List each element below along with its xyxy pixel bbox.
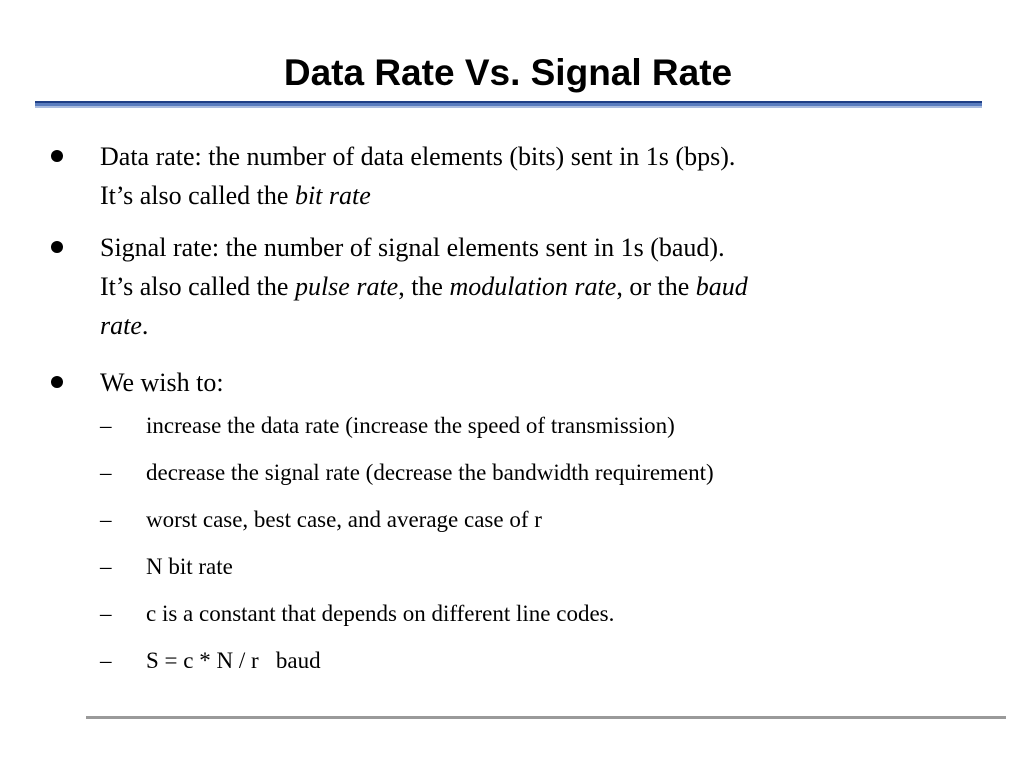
bullet-text-fragment: .: [141, 311, 149, 340]
bullet-text: [100, 228, 970, 345]
bullet-text-fragment: , or the: [616, 272, 696, 301]
sub-item-text: increase the data rate (increase the speed of transmission): [146, 413, 675, 438]
bullet-text-fragment: , the: [398, 272, 450, 301]
sub-item-dash: –: [100, 554, 112, 579]
bullet-text-fragment: It’s also called the: [100, 181, 295, 210]
footer-divider: [86, 716, 1006, 719]
bullet-dot: [51, 241, 63, 253]
sub-item-text: c is a constant that depends on different line codes.: [146, 601, 615, 626]
bullet-text: [100, 137, 970, 215]
bullet-italic-term: pulse rate: [294, 272, 399, 301]
bullet-line: [100, 176, 970, 215]
bullet-dot: [51, 376, 63, 388]
bullet-italic-term: rate: [100, 311, 142, 340]
slide-title: Data Rate Vs. Signal Rate: [283, 52, 733, 93]
bullet-line: We wish to:: [100, 368, 224, 397]
sub-item-text: worst case, best case, and average case of r: [146, 507, 542, 532]
bullet-line: [100, 267, 970, 306]
sub-item-text: S = c * N / r baud: [146, 648, 321, 673]
bullet-line: Data rate: the number of data elements (bits) sent in 1s (bps).: [100, 142, 736, 171]
bullet-line: [100, 306, 970, 345]
bullet-italic-term: bit rate: [294, 181, 371, 210]
sub-item-text: N bit rate: [146, 554, 233, 579]
bullet-italic-term: modulation rate: [449, 272, 617, 301]
sub-item-dash: –: [100, 648, 112, 673]
bullet-dot: [51, 150, 63, 162]
sub-item-dash: –: [100, 460, 112, 485]
bullet-italic-term: baud: [695, 272, 748, 301]
sub-item-dash: –: [100, 601, 112, 626]
bullet-text: [100, 363, 970, 402]
sub-item-text: decrease the signal rate (decrease the bandwidth requirement): [146, 460, 714, 485]
bullet-text-fragment: It’s also called the: [100, 272, 295, 301]
sub-item-dash: –: [100, 507, 112, 532]
bullet-line: Signal rate: the number of signal elements sent in 1s (baud).: [100, 233, 725, 262]
sub-item-dash: –: [100, 413, 112, 438]
